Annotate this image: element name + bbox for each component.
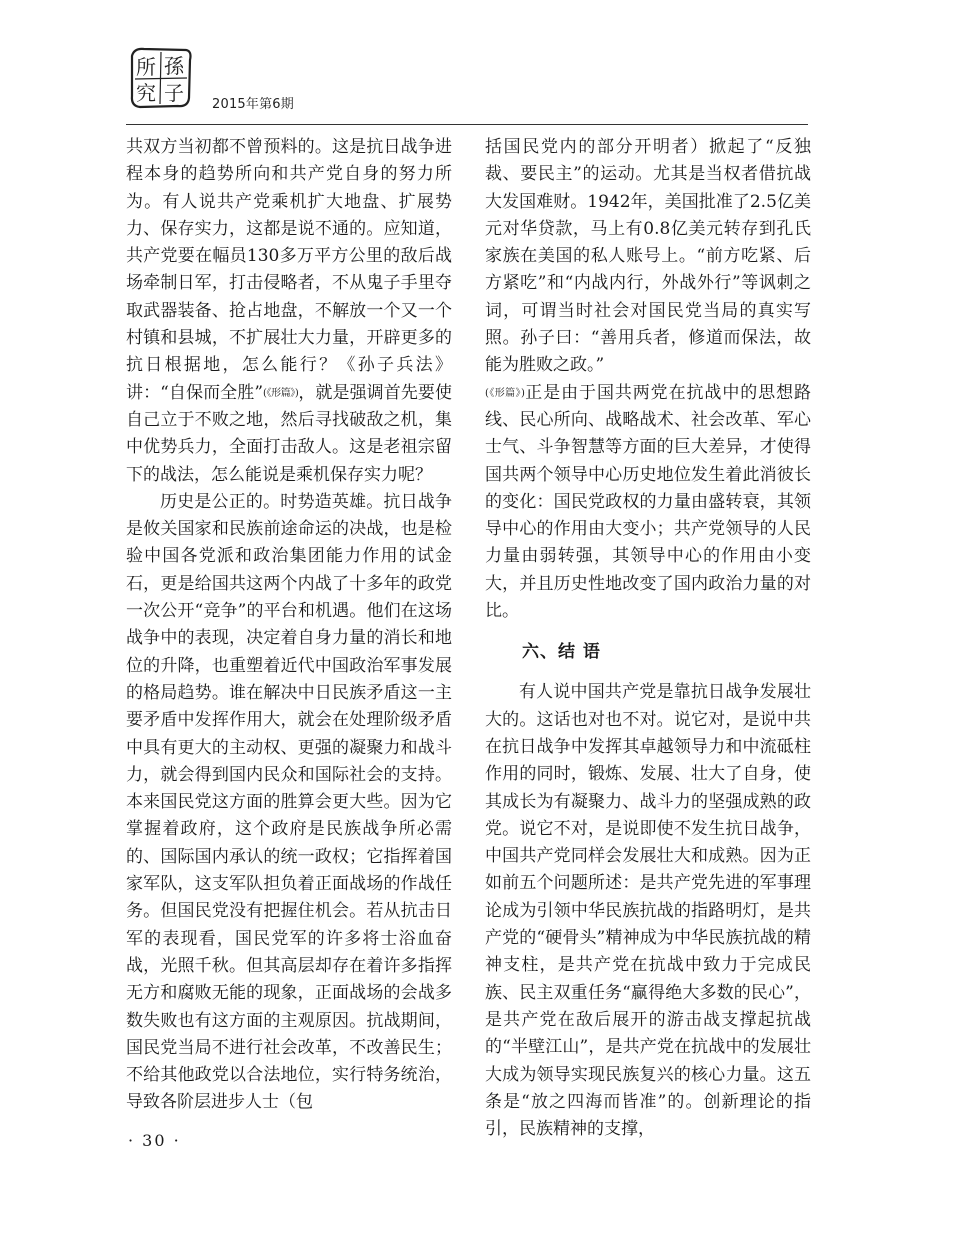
left-p1-text: 共双方当初都不曾预料的。这是抗日战争进程本身的趋势所向和共产党自身的努力所为。有人说共产党乘机扩大地盘、扩展势力、保存实力，这都是说不通的。应知道，共产党要在幅员130多万平方公里的敌后战场牵制日军，打击侵略者，不从鬼子手里夺取武器装备、抢占地盘，不解放一个又一个村镇和县城，不扩展壮大力量，开辟更多的抗日根据地，怎么能行？《孙子兵法》讲：“自保而全胜” xyxy=(126,137,452,403)
issue-label: 2015年第6期 xyxy=(212,97,294,112)
logo-char-2: 孫 xyxy=(164,54,184,78)
left-paragraph-1 xyxy=(126,134,452,489)
left-p1-note: (《形篇》) xyxy=(263,387,299,399)
right-paragraph-1 xyxy=(485,134,811,625)
logo-char-3: 究 xyxy=(136,81,156,105)
journal-logo-emblem xyxy=(126,44,196,112)
page-number: · 30 · xyxy=(128,1131,181,1150)
logo-char-1: 所 xyxy=(136,55,156,79)
right-p1-rest: 正是由于国共两党在抗战中的思想路线、民心所向、战略战术、社会改革、军心士气、斗争智慧等方面的巨大差异，才使得国共两个领导中心历史地位发生着此消彼长的变化：国民党政权的力量由盛转衰，其领导中心的作用由大变小；共产党领导的人民力量由弱转强，其领导中心的作用由小变大，并且历史性地改变了国内政治力量的对比。 xyxy=(485,382,811,622)
right-column xyxy=(485,134,811,1143)
right-paragraph-2: 有人说中国共产党是靠抗日战争发展壮大的。这话也对也不对。说它对，是说中共在抗日战争中发挥其卓越领导力和中流砥柱作用的同时，锻炼、发展、壮大了自身，使其成长为有凝聚力、战斗力的坚强成熟的政党。说它不对，是说即使不发生抗日战争，中国共产党同样会发展壮大和成熟。因为正如前五个问题所述：是共产党先进的军事理论成为引领中华民族抗战的指路明灯，是共产党的“硬骨头”精神成为中华民族抗战的精神支柱，是共产党在抗战中致力于完成民族、民主双重任务“赢得绝大多数的民心”，是共产党在敌后展开的游击战支撑起抗战的“半壁江山”，是共产党在抗战中的发展壮大成为领导实现民族复兴的核心力量。这五条是“放之四海而皆准”的。创新理论的指引，民族精神的支撑， xyxy=(485,682,811,1140)
left-paragraph-2: 历史是公正的。时势造英雄。抗日战争是攸关国家和民族前途命运的决战，也是检验中国各党派和政治集团能力作用的试金石，更是给国共这两个内战了十多年的政党一次公开“竞争”的平台和机遇。他们在这场战争中的表现，决定着自身力量的消长和地位的升降，也重塑着近代中国政治军事发展的格局趋势。谁在解决中日民族矛盾这一主要矛盾中发挥作用大，就会在处理阶级矛盾中具有更大的主动权、更强的凝聚力和战斗力，就会得到国内民众和国际社会的支持。本来国民党这方面的胜算会更大些。因为它掌握着政府，这个政府是民族战争所必需的、国际国内承认的统一政权；它指挥着国家军队，这支军队担负着正面战场的作战任务。但国民党没有把握住机会。若从抗击日军的表现看，国民党军的许多将士浴血奋战，光照千秋。但其高层却存在着许多指挥无方和腐败无能的现象，正面战场的会战多数失败也有这方面的主观原因。抗战期间，国民党当局不进行社会改革，不改善民生；不给其他政党以合法地位，实行特务统治，导致各阶层进步人士（包 xyxy=(126,491,452,1113)
logo-char-4: 子 xyxy=(164,81,184,105)
left-p1-rest: ，就是强调首先要使自己立于不败之地，然后寻找破敌之机，集中优势兵力，全面打击敌人。这是老祖宗留下的战法，怎么能说是乘机保存实力呢？ xyxy=(126,382,453,485)
right-p1-text: 括国民党内的部分开明者）掀起了“反独裁、要民主”的运动。尤其是当权者借抗战大发国难财。1942年，美国批准了2.5亿美元对华贷款，马上有0.8亿美元转存到孔氏家族在美国的私人账号上。“前方吃紧、后方紧吃”和“内战内行，外战外行”等讽刺之词，可谓当时社会对国民党当局的真实写照。孙子曰：“善用兵者，修道而保法，故能为胜败之政。” xyxy=(485,137,811,376)
header-rule xyxy=(126,124,808,125)
left-column xyxy=(126,134,452,1117)
right-p1-note: (《形篇》) xyxy=(485,387,525,399)
journal-logo xyxy=(126,44,196,112)
section-title: 六、结 语 xyxy=(522,642,601,663)
